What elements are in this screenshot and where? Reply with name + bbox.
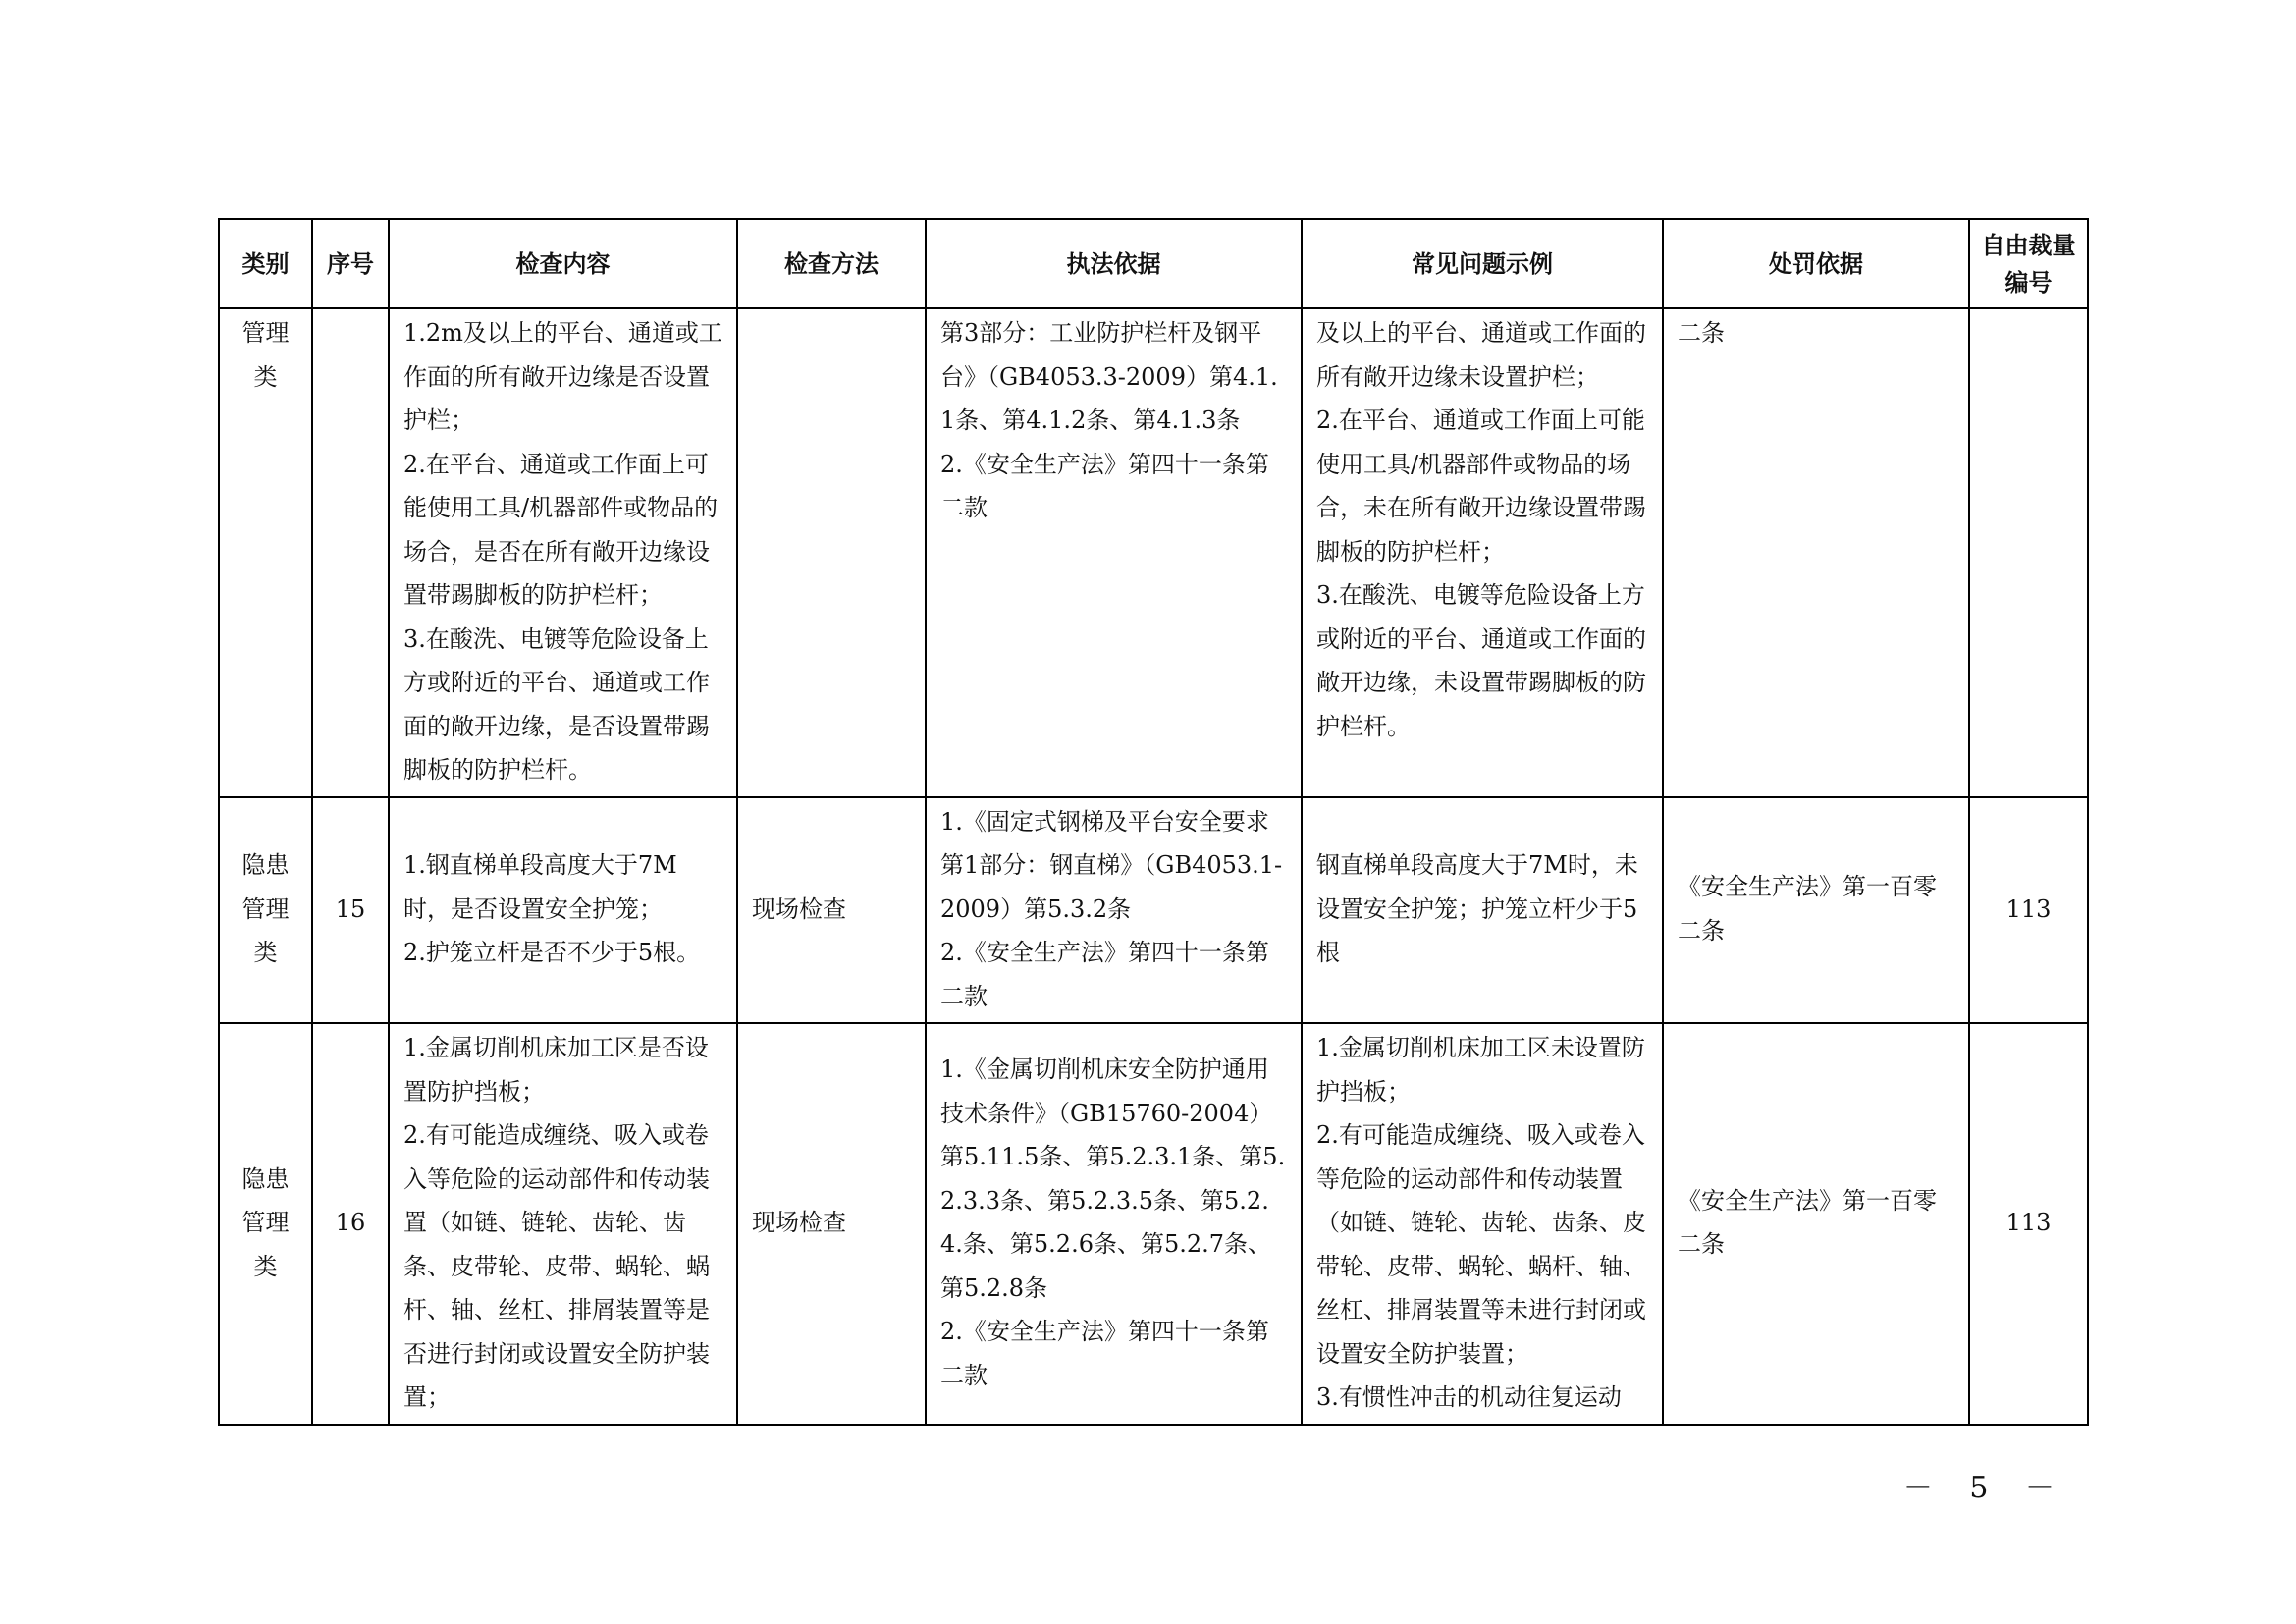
basis-item: 2.《安全生产法》第四十一条第二款 [940, 1318, 1269, 1389]
serial-number-cell [312, 308, 389, 797]
content-item: 3.在酸洗、电镀等危险设备上方或附近的平台、通道或工作面的敞开边缘，是否设置带踢脚板的防护栏杆。 [403, 624, 710, 784]
common-issues-cell [1302, 308, 1663, 797]
issue-item: 1.金属切削机床加工区未设置防护挡板； [1316, 1034, 1645, 1106]
discretion-code-cell: 113 [1969, 797, 2088, 1024]
category-cell: 管理类 [219, 308, 312, 797]
issue-item: 2.在平台、通道或工作面上可能使用工具/机器部件或物品的场合，未在所有敞开边缘设置带踢脚板的防护栏杆； [1316, 406, 1646, 566]
header-inspection-content: 检查内容 [389, 219, 737, 308]
inspection-table [218, 218, 2089, 1426]
issue-item: 2.有可能造成缠绕、吸入或卷入等危险的运动部件和传动装置（如链、链轮、齿轮、齿条、皮带轮、皮带、蜗轮、蜗杆、轴、丝杠、排屑装置等未进行封闭或设置安全防护装置； [1316, 1121, 1646, 1368]
issue-item: 钢直梯单段高度大于7M时，未设置安全护笼；护笼立杆少于5根 [1316, 851, 1638, 966]
inspection-content-cell [389, 1023, 737, 1425]
common-issues-cell [1302, 1023, 1663, 1425]
header-common-issues: 常见问题示例 [1302, 219, 1663, 308]
issue-item: 及以上的平台、通道或工作面的所有敞开边缘未设置护栏； [1316, 319, 1646, 391]
basis-item: 2.《安全生产法》第四十一条第二款 [940, 450, 1269, 521]
inspection-content-cell [389, 797, 737, 1024]
page-number: － 5 － [1902, 1471, 2068, 1505]
penalty-basis-cell: 《安全生产法》第一百零二条 [1663, 797, 1969, 1024]
header-serial-number: 序号 [312, 219, 389, 308]
content-item: 1.钢直梯单段高度大于7M时，是否设置安全护笼； [403, 851, 677, 923]
inspection-method-cell: 现场检查 [737, 1023, 926, 1425]
discretion-code-cell: 113 [1969, 1023, 2088, 1425]
inspection-method-cell: 现场检查 [737, 797, 926, 1024]
table-header-row [219, 219, 2088, 308]
content-item: 2.在平台、通道或工作面上可能使用工具/机器部件或物品的场合，是否在所有敞开边缘设置带踢脚板的防护栏杆； [403, 450, 719, 609]
inspection-content-cell [389, 308, 737, 797]
inspection-method-cell [737, 308, 926, 797]
category-cell: 隐患管理类 [219, 1023, 312, 1425]
legal-basis-cell [926, 308, 1302, 797]
legal-basis-cell [926, 797, 1302, 1024]
table-row [219, 308, 2088, 797]
basis-item: 1.《金属切削机床安全防护通用技术条件》（GB15760-2004）第5.11.5条、第5.2.3.1条、第5.2.3.3条、第5.2.3.5条、第5.2.4.条、第5.2.6条、第5.2.7条、第5.2.8条 [940, 1056, 1286, 1302]
content-item: 2.有可能造成缠绕、吸入或卷入等危险的运动部件和传动装置（如链、链轮、齿轮、齿条、皮带轮、皮带、蜗轮、蜗杆、轴、丝杠、排屑装置等是否进行封闭或设置安全防护装置； [403, 1121, 710, 1411]
issue-item: 3.有惯性冲击的机动往复运动 [1316, 1383, 1622, 1411]
table-row [219, 1023, 2088, 1425]
content-item: 1.金属切削机床加工区是否设置防护挡板； [403, 1034, 709, 1106]
header-penalty-basis: 处罚依据 [1663, 219, 1969, 308]
header-discretion-code: 自由裁量编号 [1969, 219, 2088, 308]
header-category: 类别 [219, 219, 312, 308]
basis-item: 1.《固定式钢梯及平台安全要求第1部分：钢直梯》（GB4053.1-2009）第5.3.2条 [940, 807, 1283, 923]
category-cell: 隐患管理类 [219, 797, 312, 1024]
content-item: 2.护笼立杆是否不少于5根。 [403, 939, 701, 966]
issue-item: 3.在酸洗、电镀等危险设备上方或附近的平台、通道或工作面的敞开边缘，未设置带踢脚板的防护栏杆。 [1316, 581, 1646, 740]
serial-number-cell: 15 [312, 797, 389, 1024]
content-item: 1.2m及以上的平台、通道或工作面的所有敞开边缘是否设置护栏； [403, 319, 722, 434]
penalty-basis-cell: 《安全生产法》第一百零二条 [1663, 1023, 1969, 1425]
serial-number-cell: 16 [312, 1023, 389, 1425]
discretion-code-cell [1969, 308, 2088, 797]
legal-basis-cell [926, 1023, 1302, 1425]
table-row [219, 797, 2088, 1024]
common-issues-cell [1302, 797, 1663, 1024]
header-inspection-method: 检查方法 [737, 219, 926, 308]
penalty-basis-cell: 二条 [1663, 308, 1969, 797]
header-legal-basis: 执法依据 [926, 219, 1302, 308]
basis-item: 第3部分：工业防护栏杆及钢平台》（GB4053.3-2009）第4.1.1条、第4.1.2条、第4.1.3条 [940, 319, 1278, 434]
basis-item: 2.《安全生产法》第四十一条第二款 [940, 939, 1269, 1010]
